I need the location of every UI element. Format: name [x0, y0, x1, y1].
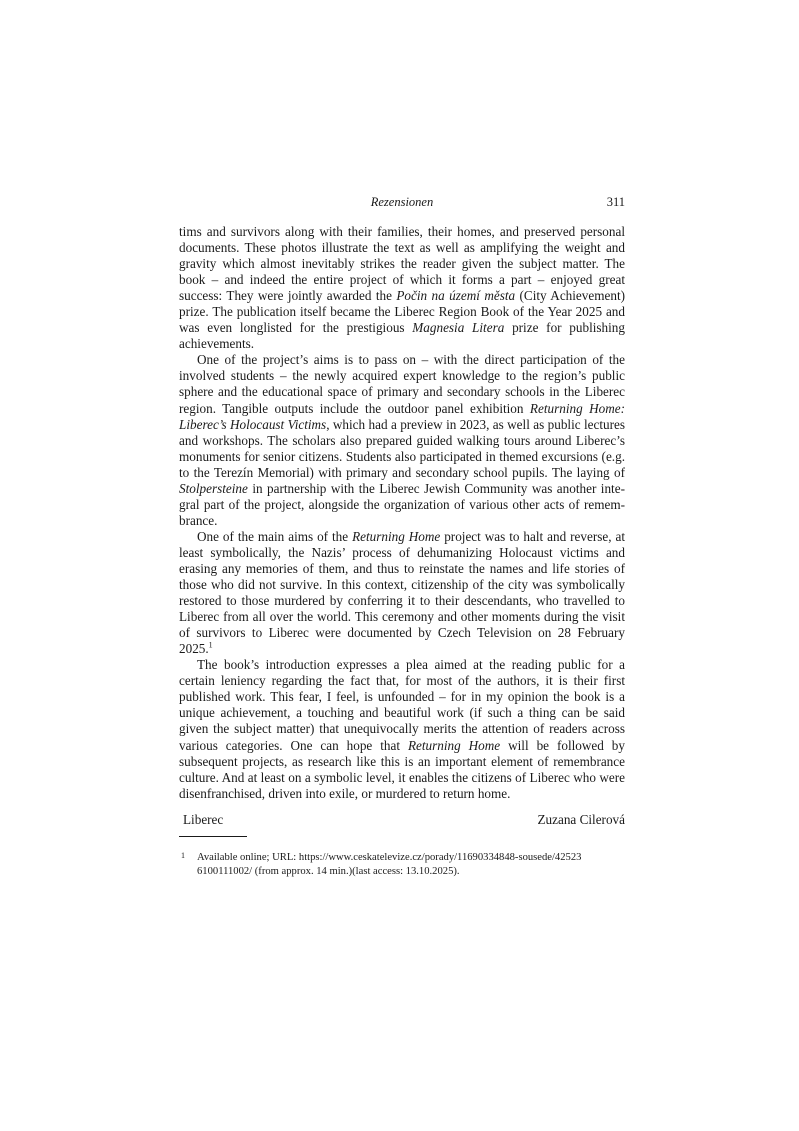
paragraph-text: in partnership with the Liberec Jewish Community was another integral part of the project, alongside the organization of various other acts of remembrance. — [179, 480, 625, 528]
paragraph-text: , which had a preview in 2023, as well as public lectures and workshops. The scholars also prepared guided walking tours around Liberec’s monuments for senior citizens. Students also participated in themed excursions (e.g. to the Terezín Memorial) with primary and secondary school pupils. The laying of — [179, 416, 626, 480]
italic-text: Magnesia Litera — [412, 320, 505, 336]
paragraph-text: project was to halt and reverse, at least symbolically, the Nazis’ process of dehumanizing Holocaust victims and erasing any memories of them, and thus to reinstate the names and life stories of those who did not survive. In this context, citizenship of the city was symbolically restored to those murdered by conferring it to their descendants, who travelled to Liberec from all over the world. This ceremony and other moments during the visit of survivors to Liberec were documented by Czech Television on 28 February 2025. — [179, 528, 625, 657]
paragraph-text: tims and survivors along with their families, their homes, and preserved personal documents. These photos illustrate the text as well as amplifying the weight and gravity which almost inevitably strikes the reader given the subject matter. The book – and indeed the entire project of which it forms a part – enjoyed great success: They were jointly awarded the — [179, 224, 625, 304]
signature — [179, 812, 625, 828]
paragraph-text: One of the project’s aims is to pass on – with the direct participation of the involved students – the newly acquired expert knowledge to the region’s public sphere and the educational space of primary and secondary schools in the Liberec region. Tangible outputs include the outdoor panel exhibition — [179, 352, 625, 416]
italic-text: Počin na území města — [396, 288, 516, 304]
footnote — [179, 851, 625, 879]
paragraph-text: (City Achievement) prize. The publication itself became the Liberec Region Book of the Year 2025 and was even longlisted for the prestigious — [179, 288, 625, 336]
signature-author: Zuzana Cilerová — [537, 811, 625, 827]
italic-text: Stolpersteine — [179, 480, 248, 496]
paragraph-text: The book’s introduction expresses a plea aimed at the reading public for a certain leniency regarding the fact that, for most of the authors, it is their first published work. This fear, I feel, is unfounded – for in my opinion the book is a unique achievement, a touching and beautiful work (if such a thing can be said given the subject matter) that unequivocally merits the attention of readers across various categories. One can hope that — [179, 657, 625, 753]
footnote-rule — [179, 836, 247, 837]
paragraph-text: One of the main aims of the — [197, 528, 353, 544]
page — [179, 192, 625, 879]
page-number: 311 — [606, 195, 625, 209]
body-paragraph — [179, 352, 625, 529]
italic-text: Returning Home — [352, 528, 441, 544]
body-paragraph — [179, 657, 625, 801]
italic-text: Returning Home — [407, 737, 501, 753]
paragraph-text: will be followed by subsequent projects, as research like this is an important element of remembrance culture. And at least on a symbolic level, it enables the citizens of Liberec who were disenfranchised, driven into exile, or murdered to return home. — [179, 737, 625, 801]
italic-text: Returning Home: Liberec’s Holocaust Victims — [179, 400, 625, 432]
body-text — [179, 224, 625, 802]
body-paragraph — [179, 224, 625, 352]
footnote-mark: 1 — [181, 850, 185, 860]
running-head — [179, 192, 625, 212]
body-paragraph — [179, 529, 625, 657]
running-title: Rezensionen — [370, 195, 434, 209]
signature-place: Liberec — [183, 811, 224, 827]
footnote-reference: 1 — [208, 640, 213, 650]
paragraph-text: prize for publishing achievements. — [179, 320, 625, 352]
footnote-text: Available online; URL: https://www.ceskatelevize.cz/porady/11690334848-sousede/42523 6100111002/ (from approx. 14 min.)(last access: 13.10.2025). — [197, 851, 582, 877]
